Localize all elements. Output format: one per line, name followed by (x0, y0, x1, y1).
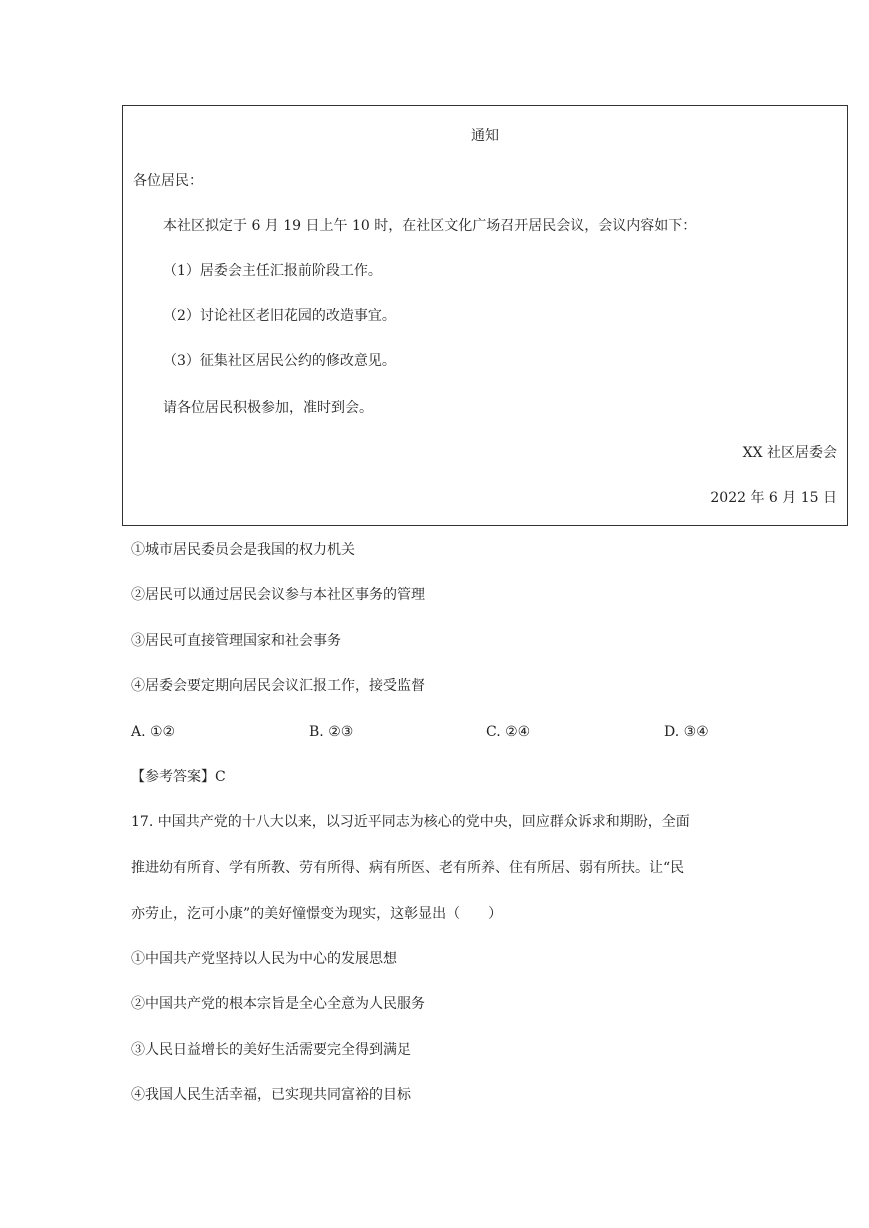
notice-box (122, 105, 848, 526)
notice-item-3: （3）征集社区居民公约的修改意见。 (163, 353, 396, 369)
notice-date: 2022 年 6 月 15 日 (710, 490, 837, 506)
q17-statement-4: ④我国人民生活幸福，已实现共同富裕的目标 (131, 1087, 411, 1103)
q16-option-c[interactable]: C. ②④ (486, 724, 531, 740)
q17-stem-line-1: 17. 中国共产党的十八大以来，以习近平同志为核心的党中央，回应群众诉求和期盼，全面 (131, 814, 690, 830)
q16-statement-4: ④居委会要定期向居民会议汇报工作，接受监督 (131, 678, 425, 694)
notice-item-1: （1）居委会主任汇报前阶段工作。 (163, 263, 382, 279)
notice-title: 通知 (471, 128, 499, 144)
q17-statement-2: ②中国共产党的根本宗旨是全心全意为人民服务 (131, 996, 425, 1012)
q16-statement-3: ③居民可直接管理国家和社会事务 (131, 633, 341, 649)
q17-statement-3: ③人民日益增长的美好生活需要完全得到满足 (131, 1042, 411, 1058)
q16-statement-2: ②居民可以通过居民会议参与本社区事务的管理 (131, 587, 425, 603)
q16-option-d[interactable]: D. ③④ (664, 724, 709, 740)
q16-option-a[interactable]: A. ①② (131, 724, 176, 740)
q16-statement-1: ①城市居民委员会是我国的权力机关 (131, 542, 355, 558)
notice-item-2: （2）讨论社区老旧花园的改造事宜。 (163, 308, 396, 324)
q17-stem-line-2: 推进幼有所育、学有所教、劳有所得、病有所医、老有所养、住有所居、弱有所扶。让“民 (131, 860, 685, 876)
q16-answer: 【参考答案】C (131, 769, 226, 785)
q17-statement-1: ①中国共产党坚持以人民为中心的发展思想 (131, 951, 397, 967)
q16-option-b[interactable]: B. ②③ (309, 724, 354, 740)
notice-greeting: 各位居民： (133, 173, 203, 189)
q17-stem-line-3: 亦劳止，汔可小康”的美好憧憬变为现实，这彰显出（ ） (131, 906, 503, 922)
notice-signer: XX 社区居委会 (742, 445, 837, 461)
notice-intro: 本社区拟定于 6 月 19 日上午 10 时，在社区文化广场召开居民会议，会议内容如下： (163, 218, 697, 234)
notice-closing: 请各位居民积极参加，准时到会。 (163, 400, 373, 416)
